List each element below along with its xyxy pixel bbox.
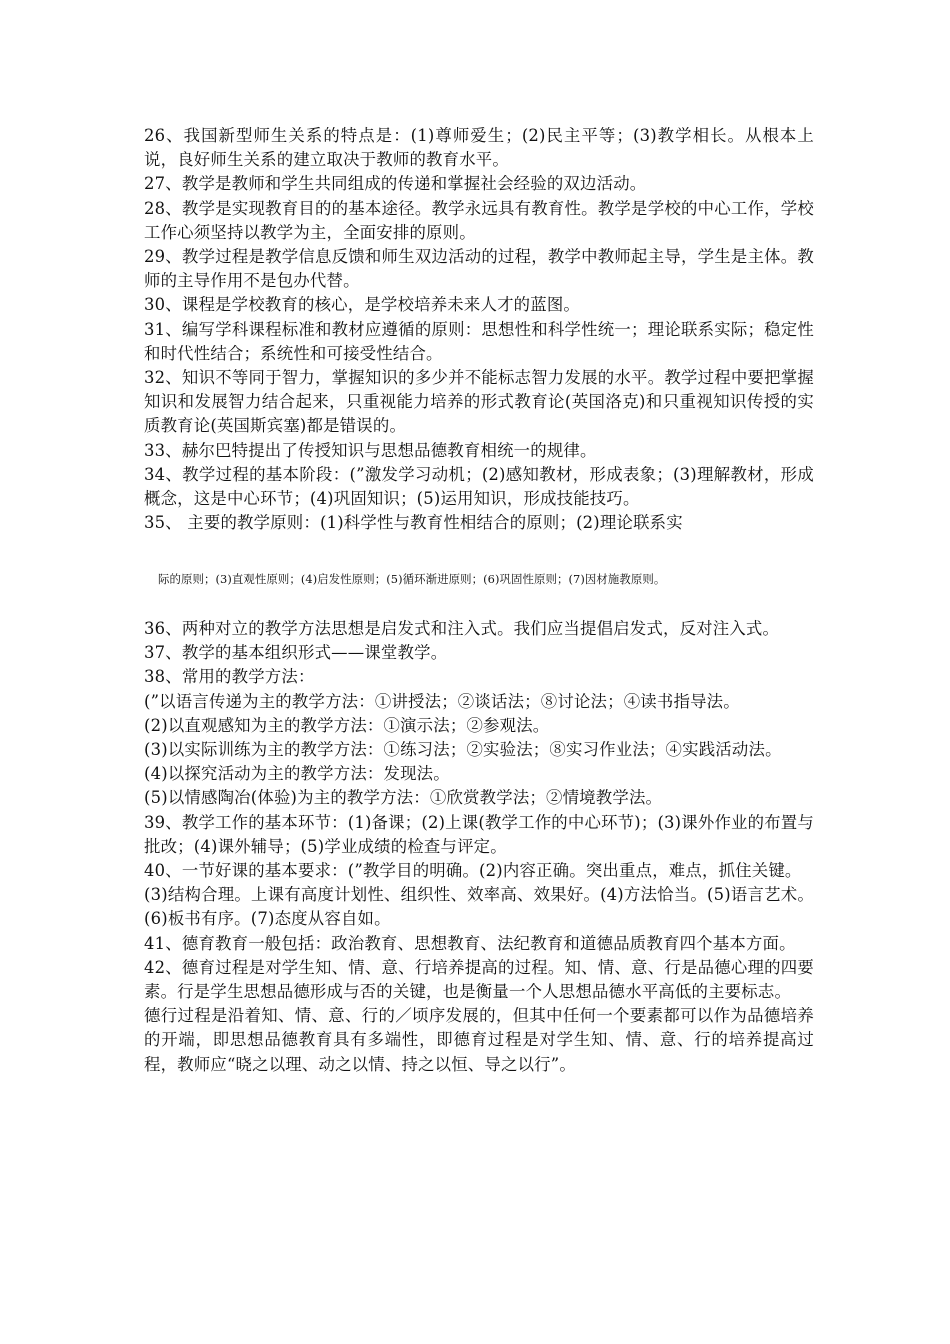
text-block-top [144, 124, 814, 535]
paragraph-32: 32、知识不等同于智力，掌握知识的多少并不能标志智力发展的水平。教学过程中要把掌握知识和发展智力结合起来，只重视能力培养的形式教育论(英国洛克)和只重视知识传授的实质教育论(英国斯宾塞)都是错误的。 [144, 368, 814, 436]
paragraph-36: 36、两种对立的教学方法思想是启发式和注入式。我们应当提倡启发式，反对注入式。 [144, 619, 780, 638]
paragraph-29: 29、教学过程是教学信息反馈和师生双边活动的过程，教学中教师起主导，学生是主体。教师的主导作用不是包办代替。 [144, 247, 814, 291]
method-item-2: (2)以直观感知为主的教学方法：①演示法；②参观法。 [144, 715, 550, 735]
paragraph-33: 33、赫尔巴特提出了传授知识与思想品德教育相统一的规律。 [144, 440, 597, 460]
paragraph-40-continued: (3)结构合理。上课有高度计划性、组织性、效率高、效果好。(4)方法恰当。(5)语言艺术。(6)板书有序。(7)态度从容自如。 [144, 885, 814, 929]
paragraph-31: 31、编写学科课程标准和教材应遵循的原则：思想性和科学性统一；理论联系实际；稳定性和时代性结合；系统性和可接受性结合。 [144, 319, 814, 363]
text-block-bottom [144, 617, 814, 1077]
paragraph-35: 35、 主要的教学原则：(1)科学性与教育性相结合的原则；(2)理论联系实 [144, 513, 683, 533]
method-item-5: (5)以情感陶冶(体验)为主的教学方法：①欣赏教学法；②情境教学法。 [144, 788, 663, 808]
paragraph-40: 40、一节好课的基本要求：(”教学目的明确。(2)内容正确。突出重点，难点，抓住关键。 [144, 861, 802, 881]
method-item-1: (”以语言传递为主的教学方法：①讲授法；②谈话法；⑧讨论法；④读书指导法。 [144, 691, 740, 711]
paragraph-26: 26、我国新型师生关系的特点是：(1)尊师爱生；(2)民主平等；(3)教学相长。从根本上说，良好师生关系的建立取决于教师的教育水平。 [144, 126, 814, 170]
paragraph-34: 34、教学过程的基本阶段：(”激发学习动机；(2)感知教材，形成表象；(3)理解教材，形成概念，这是中心环节；(4)巩固知识；(5)运用知识，形成技能技巧。 [144, 464, 814, 509]
paragraph-35-continuation: 际的原则；(3)直观性原则；(4)启发性原则；(5)循环渐进原则；(6)巩固性原则；(7)因材施教原则。 [158, 572, 666, 586]
paragraph-41: 41、德育教育一般包括：政治教育、思想教育、法纪教育和道德品质教育四个基本方面。 [144, 933, 796, 953]
paragraph-37: 37、教学的基本组织形式——课堂教学。 [144, 643, 448, 663]
paragraph-42: 42、德育过程是对学生知、情、意、行培养提高的过程。知、情、意、行是品德心理的四要素。行是学生思想品德形成与否的关键，也是衡量一个人思想品德水平高低的主要标志。 [144, 957, 814, 1002]
paragraph-42-continued: 德行过程是沿着知、情、意、行的／顷序发展的，但其中任何一个要素都可以作为品德培养的开端，即思想品德教育具有多端性，即德育过程是对学生知、情、意、行的培养提高过程，教师应“晓之以理、动之以情、持之以恒、导之以行”。 [144, 1006, 814, 1074]
paragraph-39: 39、教学工作的基本环节：(1)备课；(2)上课(教学工作的中心环节)；(3)课外作业的布置与批改；(4)课外辅导；(5)学业成绩的检查与评定。 [144, 812, 814, 856]
paragraph-27: 27、教学是教师和学生共同组成的传递和掌握社会经验的双边活动。 [144, 174, 647, 194]
paragraph-30: 30、课程是学校教育的核心，是学校培养未来人才的蓝图。 [144, 295, 581, 315]
paragraph-28: 28、教学是实现教育目的的基本途径。教学永远具有教育性。教学是学校的中心工作，学校工作心须坚持以教学为主，全面安排的原则。 [144, 198, 814, 242]
paragraph-38: 38、常用的教学方法： [144, 667, 315, 687]
method-item-3: (3)以实际训练为主的教学方法：①练习法；②实验法；⑧实习作业法；④实践活动法。 [144, 740, 782, 760]
method-item-4: (4)以探究活动为主的教学方法：发现法。 [144, 764, 450, 784]
